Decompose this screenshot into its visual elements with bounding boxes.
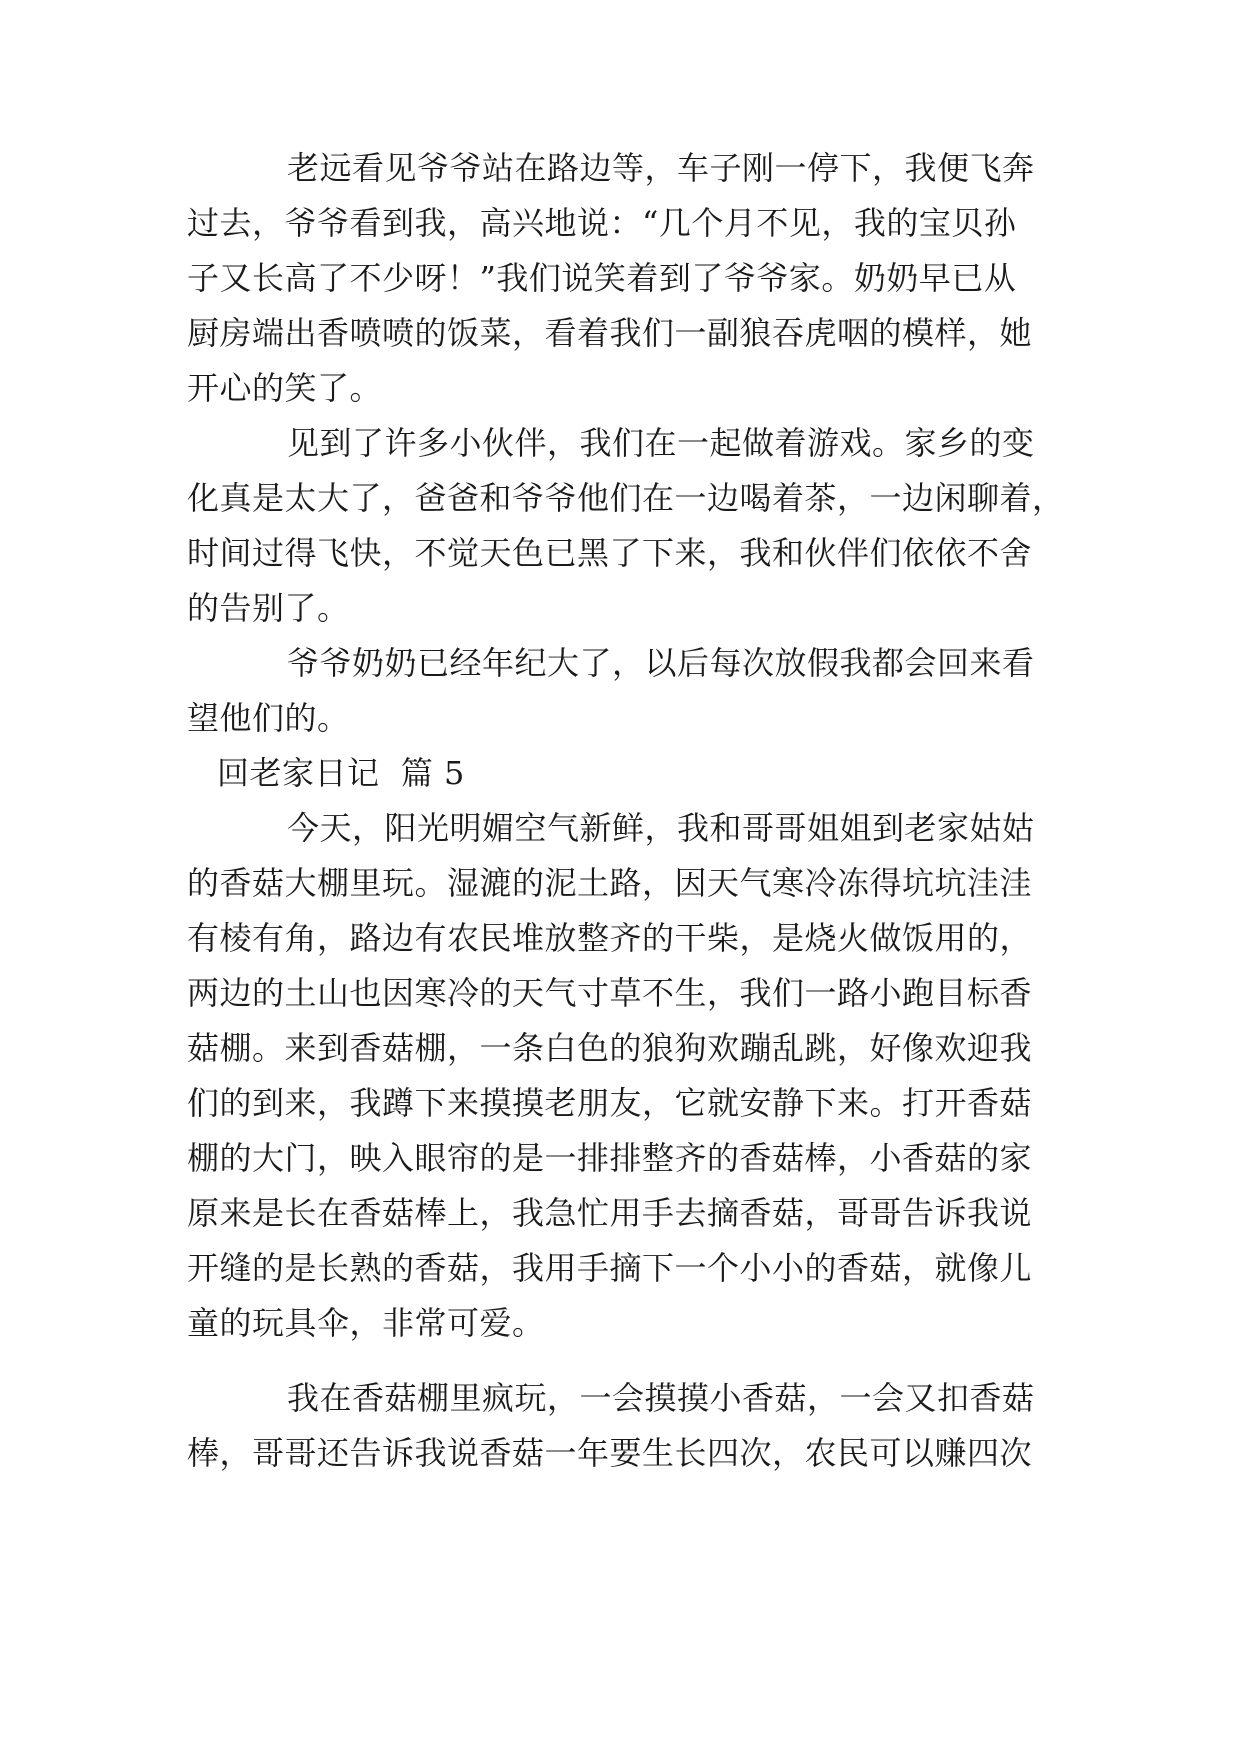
paragraph-line: 有棱有角，路边有农民堆放整齐的干柴，是烧火做饭用的， bbox=[187, 919, 1033, 957]
paragraph-line: 童的玩具伞，非常可爱。 bbox=[187, 1304, 545, 1342]
paragraph-line: 化真是太大了，爸爸和爷爷他们在一边喝着茶，一边闲聊着， bbox=[187, 479, 1065, 517]
paragraph-line: 开心的笑了。 bbox=[187, 369, 383, 407]
paragraph-line: 开缝的是长熟的香菇，我用手摘下一个小小的香菇，就像儿 bbox=[187, 1249, 1033, 1287]
paragraph-line: 爷爷奶奶已经年纪大了，以后每次放假我都会回来看 bbox=[287, 644, 1035, 682]
paragraph-line: 原来是长在香菇棒上，我急忙用手去摘香菇，哥哥告诉我说 bbox=[187, 1194, 1033, 1232]
paragraph-line: 们的到来，我蹲下来摸摸老朋友，它就安静下来。打开香菇 bbox=[187, 1084, 1033, 1122]
paragraph-line: 棒，哥哥还告诉我说香菇一年要生长四次，农民可以赚四次 bbox=[187, 1434, 1033, 1472]
paragraph-line: 厨房端出香喷喷的饭菜，看着我们一副狼吞虎咽的模样，她 bbox=[187, 314, 1033, 352]
paragraph-line: 我在香菇棚里疯玩，一会摸摸小香菇，一会又扣香菇 bbox=[287, 1379, 1035, 1417]
paragraph-line: 两边的土山也因寒冷的天气寸草不生，我们一路小跑目标香 bbox=[187, 974, 1033, 1012]
section-heading: 回老家日记 篇 5 bbox=[217, 754, 465, 792]
paragraph-line: 的香菇大棚里玩。湿漉的泥土路，因天气寒冷冻得坑坑洼洼 bbox=[187, 864, 1033, 902]
paragraph-line: 老远看见爷爷站在路边等，车子刚一停下，我便飞奔 bbox=[287, 149, 1035, 187]
paragraph-line: 时间过得飞快，不觉天色已黑了下来，我和伙伴们依依不舍 bbox=[187, 534, 1033, 572]
paragraph-line: 望他们的。 bbox=[187, 699, 350, 737]
paragraph-line: 见到了许多小伙伴，我们在一起做着游戏。家乡的变 bbox=[287, 424, 1035, 462]
paragraph-line: 的告别了。 bbox=[187, 589, 350, 627]
paragraph-line: 菇棚。来到香菇棚，一条白色的狼狗欢蹦乱跳，好像欢迎我 bbox=[187, 1029, 1033, 1067]
paragraph-line: 过去，爷爷看到我，高兴地说：“几个月不见，我的宝贝孙 bbox=[187, 204, 1017, 242]
paragraph-line: 棚的大门，映入眼帘的是一排排整齐的香菇棒，小香菇的家 bbox=[187, 1139, 1033, 1177]
paragraph-line: 子又长高了不少呀！”我们说笑着到了爷爷家。奶奶早已从 bbox=[187, 259, 1017, 297]
paragraph-line: 今天，阳光明媚空气新鲜，我和哥哥姐姐到老家姑姑 bbox=[287, 809, 1035, 847]
